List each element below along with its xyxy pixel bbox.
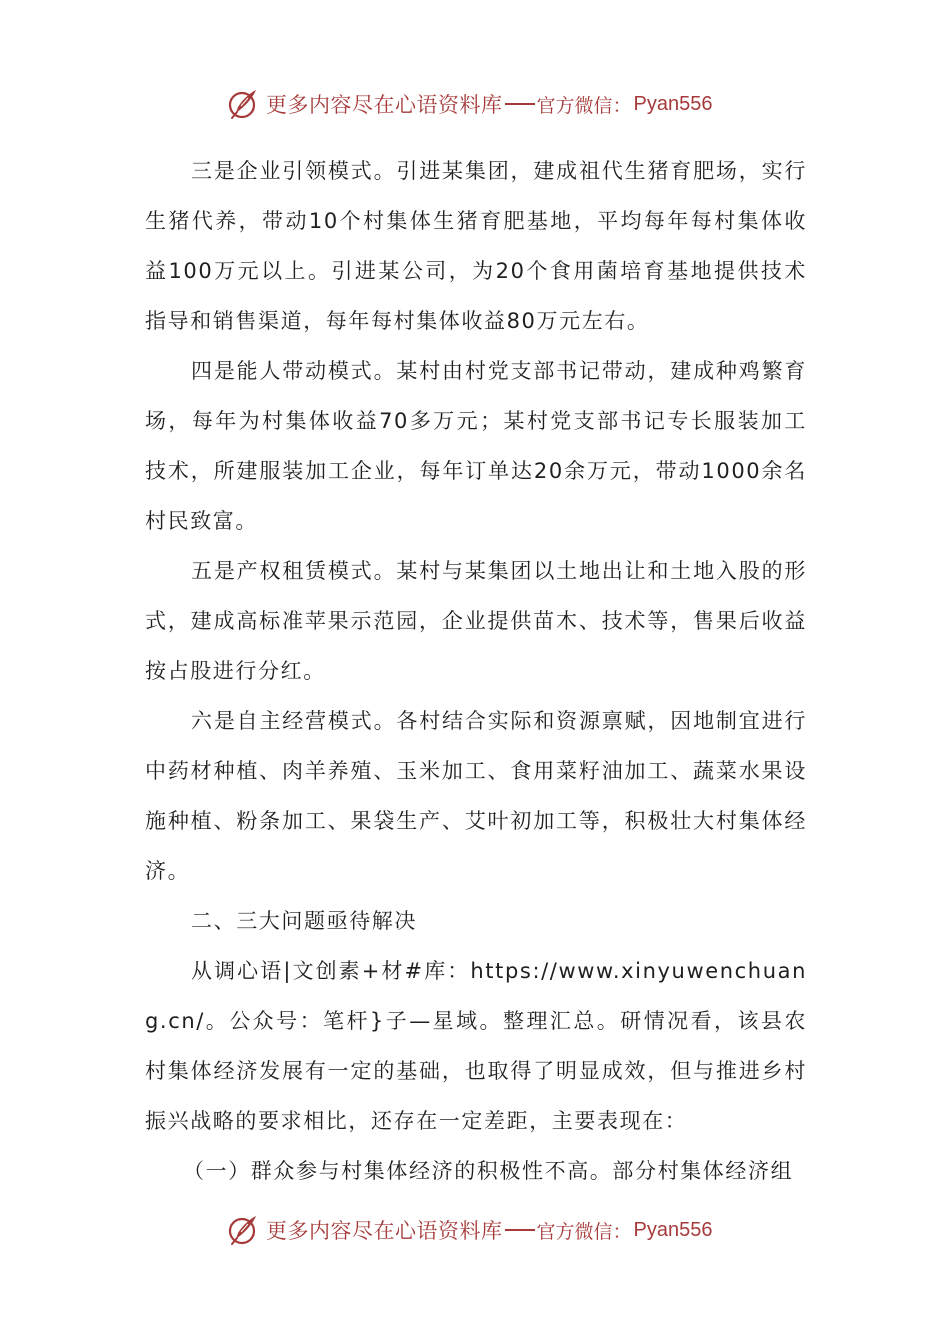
paragraph-enterprise-model: 三是企业引领模式。引进某集团，建成祖代生猪育肥场，实行生猪代养，带动10个村集体生猪育肥基地，平均每年每村集体收益100万元以上。引进某公司，为20个食用菌培育基地提供技术指导和销售渠道，每年每村集体收益80万元左右。: [145, 159, 807, 333]
paragraph-leader-model: 四是能人带动模式。某村由村党支部书记带动，建成种鸡繁育场，每年为村集体收益70多万元；某村党支部书记专长服装加工技术，所建服装加工企业，每年订单达20余万元，带动1000余名村民致富。: [145, 359, 807, 533]
banner-wechat-id: Pyan556: [633, 1218, 713, 1241]
paragraph-problem-one: （一）群众参与村集体经济的积极性不高。部分村集体经济组: [183, 1159, 794, 1183]
banner-dash: [505, 1229, 535, 1231]
footer-banner: [0, 1210, 950, 1250]
paragraph-research-summary: 从调心语|文创素+材#库：https://www.xinyuwenchuang.cn/。公众号：笔杆}子—星域。整理汇总。研情况看，该县农村集体经济发展有一定的基础，也取得了明显成效，但与推进乡村振兴战略的要求相比，还存在一定差距，主要表现在：: [145, 959, 807, 1133]
banner-suffix: 官方微信：: [536, 1220, 632, 1243]
banner-wechat-id: Pyan556: [633, 92, 713, 115]
section-heading-problems: 二、三大问题亟待解决: [191, 909, 417, 933]
banner-title: 更多内容尽在心语资料库: [266, 93, 503, 117]
banner-title: 更多内容尽在心语资料库: [266, 1219, 503, 1243]
quill-pen-logo-icon: [226, 1213, 260, 1247]
header-banner: [0, 84, 950, 124]
quill-pen-logo-icon: [226, 87, 260, 121]
document-body: [145, 146, 807, 1196]
banner-dash: [505, 103, 535, 105]
banner-suffix: 官方微信：: [536, 94, 632, 117]
paragraph-self-operation-model: 六是自主经营模式。各村结合实际和资源禀赋，因地制宜进行中药材种植、肉羊养殖、玉米加工、食用菜籽油加工、蔬菜水果设施种植、粉条加工、果袋生产、艾叶初加工等，积极壮大村集体经济。: [145, 709, 807, 883]
paragraph-lease-model: 五是产权租赁模式。某村与某集团以土地出让和土地入股的形式，建成高标准苹果示范园，企业提供苗木、技术等，售果后收益按占股进行分红。: [145, 559, 807, 683]
